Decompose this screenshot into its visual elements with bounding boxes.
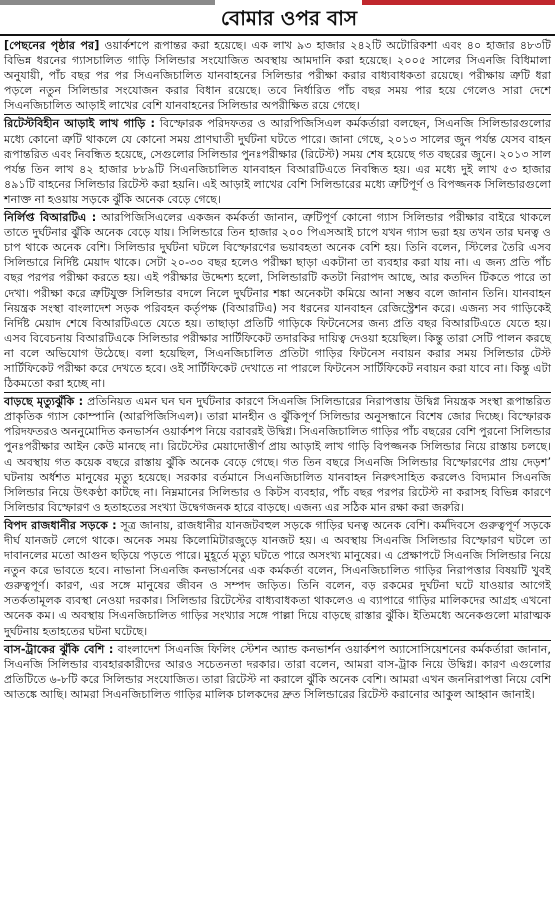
section-subhead: রিটেস্টবিহীন আড়াই লাখ গাড়ি : [4,117,155,131]
paragraph-continuation [4,38,551,113]
header-bar-gray [0,0,215,5]
paragraph-text: আরপিজিসিএলের একজন কর্মকর্তা জানান, ত্রুটিপূর্ণ কোনো গ্যাস সিলিন্ডার পরীক্ষার বাইরে থাকলে তাতে দুর্ঘটনার ঝুঁকি অনেক বেড়ে যায়। সিলিন্ডারে তিন হাজার ২০০ পিএসআই চাপে যখন গ্যাস ভরা হয় তখন তার ঘনত্ব ও চাপ থাকে অনেক বেশি। সিলিন্ডার দুর্ঘটনা ঘটলে বিস্ফোরণের ভয়াবহতা অনেক বেশি হয়। তিনি বলেন, স্টিলের তৈরি এসব সিলিন্ডারে নির্দিষ্ট মেয়াদ থাকে। সেটা ২০-৩০ বছর হলেও পরীক্ষা ছাড়া একটানা তা ব্যবহার করা যায় না। এ জন্য প্রতি পাঁচ বছর পরপর পরীক্ষা করতে হয়। এই পরীক্ষার উদ্দেশ্য হলো, সিলিন্ডারটি কতটা নিরাপদ আছে, আর কতদিন টিকতে পারে তা দেখা। পরীক্ষা করে ত্রুটিযুক্ত সিলিন্ডার বদলে নিলে দুর্ঘটনার শঙ্কা অনেকটা কমিয়ে আনা সম্ভব বলে জানান তিনি। যানবাহন নিয়ন্ত্রক সংস্থা বাংলাদেশ সড়ক পরিবহন কর্তৃপক্ষ (বিআরটিএ) সব ধরনের যানবাহন রেজিস্ট্রেশন করে। এজন্য সব গাড়িকেই নির্দিষ্ট মেয়াদ শেষে বিআরটিএতে যেতে হয়। তাছাড়া প্রতিটি গাড়িকে ফিটনেসের জন্য প্রতি বছর বিআরটিএতে যেতে হয়। এসব বিবেচনায় বিআরটিএকে সিলিন্ডার পরীক্ষার সার্টিফিকেট তদারকির দায়িত্ব দেওয়া হয়েছিল। কিন্তু তারা সেটি পালন করছে না বলে অভিযোগ উঠেছে। বলা হয়েছিল, সিএনজিচালিত প্রতিটা গাড়ির ফিটনেস নবায়ন করার সময় সিলিন্ডার টেস্ট সার্টিফিকেট পরীক্ষা করে দেখতে হবে। ওই সার্টিফিকেট দেখাতে না পারলে ফিটনেস সার্টিফিকেট নবায়ন করা যাবে না। কিন্তু এটা ঠিকমতো করা হচ্ছে না। [4,211,551,391]
section-subhead: বাস-ট্রাকের ঝুঁকি বেশি : [4,642,114,656]
section-subhead: বাড়ছে মৃত্যুঝুঁকি : [4,395,84,409]
paragraph-text: বিস্ফোরক পরিদফতর ও আরপিজিসিএল কর্মকর্তারা বলছেন, সিএনজি সিলিন্ডারগুলোর মধ্যে কোনো ত্রুটি থাকলে যে কোনো সময় প্রাণঘাতী দুর্ঘটনা ঘটতে পারে। জানা গেছে, ২০১৩ সালের জুন পর্যন্ত যেসব বাহন রূপান্তরিত এবং নিবন্ধিত হয়েছে, সেগুলোর সিলিন্ডার পুনঃপরীক্ষার (রিটেস্ট) সময় শেষ হয়েছে গত বছরের জুনে। ২০১৩ সাল পর্যন্ত তিন লাখ ৪২ হাজার ৮৮৯টি সিএনজিচালিত যানবাহন বিআরটিএতে নিবন্ধিত হয়। এর মধ্যে দুই লাখ ৫৩ হাজার ৪৯১টি বাহনের সিলিন্ডার রিটেস্ট করা হয়নি। এই আড়াই লাখের বেশি সিলিন্ডারের মধ্যে ত্রুটিপূর্ণ ও বিপজ্জনক সিলিন্ডারগুলো শনাক্ত না হওয়ায় সড়কে ঝুঁকি অনেক বেড়ে গেছে। [4,117,551,206]
headline: বোমার ওপর বাস [220,6,358,30]
section-brta [4,208,551,391]
section-subhead: নির্লিপ্ত বিআরটিএ : [4,211,97,225]
section-bus-truck [4,640,551,702]
paragraph-text: সূত্র জানায়, রাজধানীর যানজটবহুল সড়কে গাড়ির ঘনত্ব অনেক বেশি। কর্মদিবসে গুরুত্বপূর্ণ সড়কে দীর্ঘ যানজট লেগে থাকে। অনেক সময় কিলোমিটারজুড়ে যানজট হয়। এ অবস্থায় সিএনজি সিলিন্ডার বিস্ফোরণ ঘটলে তা দাবানলের মতো আগুন ছড়িয়ে পড়তে পারে। মুহূর্তে মৃত্যু ঘটতে পারে অসংখ্য মানুষের। এ প্রেক্ষাপটে সিএনজি সিলিন্ডার নিয়ে নতুন করে ভাবতে হবে। নাভানা সিএনজি কনভার্সনের এক কর্মকর্তা বলেন, সিএনজিচালিত গাড়ির নিরাপত্তার বিষয়টি খুবই গুরুত্বপূর্ণ। কারণ, এর সঙ্গে মানুষের জীবন ও সম্পদ জড়িত। তিনি বলেন, বড় রকমের দুর্ঘটনা ঘটে যাওয়ার আগেই সতর্কতামূলক ব্যবস্থা নেওয়া দরকার। সিলিন্ডার রিটেস্টের বাধ্যবাধকতা থাকলেও এ ব্যাপারে গাড়ির মালিকদের আগ্রহ এখনো অনেক কম। এ অবস্থায় সিএনজিচালিত গাড়ির সংখ্যার সঙ্গে পাল্লা দিয়ে বাড়ছে রাস্তার ঝুঁকি। ইতিমধ্যে অনেকগুলো মারাত্মক দুর্ঘটনায় হতাহতের ঘটনা ঘটেছে। [4,518,552,638]
section-death-risk [4,392,551,515]
continuation-marker: [পেছনের পৃষ্ঠার পর] [4,39,100,52]
article-body [4,38,551,702]
header-bar-red [362,0,555,5]
paragraph-text: প্রতিনিয়ত এমন ঘন ঘন দুর্ঘটনার কারণে সিএনজি সিলিন্ডারের নিরাপত্তায় উদ্বিগ্ন নিয়ন্ত্রক সংস্থা রূপান্তরিত প্রাকৃতিক গ্যাস কোম্পানি (আরপিজিসিএল)। তারা মানহীন ও ঝুঁকিপূর্ণ সিলিন্ডার অনুসন্ধানে বিশেষ জোর দিচ্ছে। বিস্ফোরক পরিদফতরও অননুমোদিত কনভার্সন ওয়ার্কশপ নিয়ে বরাবরই উদ্বিগ্ন। সিএনজিচালিত গাড়ির পাঁচ বছরের বেশি পুরনো সিলিন্ডার পুনঃপরীক্ষার আইন কেউ মানছে না। রিটেস্টের মেয়াদোত্তীর্ণ প্রায় আড়াই লাখ গাড়ি বিপজ্জনক সিলিন্ডার নিয়ে রাস্তায় চলছে। এ অবস্থায় গত কয়েক বছরে রাস্তায় ঝুঁকি অনেক বেড়ে গেছে। গত তিন বছরে সিএনজি সিলিন্ডার বিস্ফোরণের প্রায় দেড়শ’ ঘটনায় অর্ধশত মানুষের মৃত্যু হয়েছে। সরকার বর্তমানে সিএনজিচালিত যানবাহন নিরুৎসাহিত করলেও বিদ্যমান সিএনজি সিলিন্ডার নিয়ে উৎকণ্ঠা কাটছে না। নিম্নমানের সিলিন্ডার ও কিটস ব্যবহার, পাঁচ বছর পরপর রিটেস্ট না করাসহ বিভিন্ন কারণে সিলিন্ডার বিস্ফোরণ ও হতাহতের সংখ্যা উদ্বেগজনক হারে বাড়ছে। এজন্য এর সঠিক মান রক্ষা করা জরুরি। [4,395,552,514]
headline-rule [0,34,555,36]
section-subhead: বিপদ রাজধানীর সড়কে : [4,518,117,532]
section-capital-roads [4,516,551,639]
paragraph-text: বাংলাদেশ সিএনজি ফিলিং স্টেশন অ্যান্ড কনভার্শন ওয়ার্কশপ অ্যাসোসিয়েশনের কর্মকর্তারা জানান, সিএনজি সিলিন্ডার ব্যবহারকারীদের আরও সচেতনতা দরকার। তারা বলেন, আমরা বাস-ট্রাক নিয়ে উদ্বিগ্ন। কারণ এগুলোর প্রতিটিতে ৬-৮টি করে সিলিন্ডার সংযোজিত। তারা রিটেস্ট না করালে ঝুঁকি অনেক বেশি। আমরা এখন জননিরাপত্তা নিয়ে বেশি আতঙ্কে আছি। আমরা সিএনজিচালিত গাড়ির মালিক চালকদের দ্রুত সিলিন্ডারের রিটেস্ট করানোর আকুল আহ্বান জানাই। [4,642,551,701]
paragraph-text: ওয়ার্কশপে রূপান্তর করা হয়েছে। এক লাখ ৯৩ হাজার ২৪২টি অটোরিকশা এবং ৪০ হাজার ৪৮৩টি বিভিন্ন ধরনের গ্যাসচালিত গাড়ি সিলিন্ডার সংযোজিত অবস্থায় আমদানি করা হয়েছে। ২০০৫ সালের সিএনজি বিধিমালা অনুযায়ী, পাঁচ বছর পর পর সিএনজিচালিত যানবাহনের সিলিন্ডার পরীক্ষা করার বাধ্যবাধকতা রয়েছে। পরীক্ষায় ত্রুটি ধরা পড়লে নতুন সিলিন্ডার সংযোজন করার বিধান রয়েছে। তবে নির্ধারিত পাঁচ বছর সময় পার হয়ে গেলেও সারা দেশে সিএনজিচালিত আড়াই লাখের বেশি যানবাহনের সিলিন্ডার অপরীক্ষিত রয়ে গেছে। [4,39,551,113]
section-retest [4,114,551,207]
